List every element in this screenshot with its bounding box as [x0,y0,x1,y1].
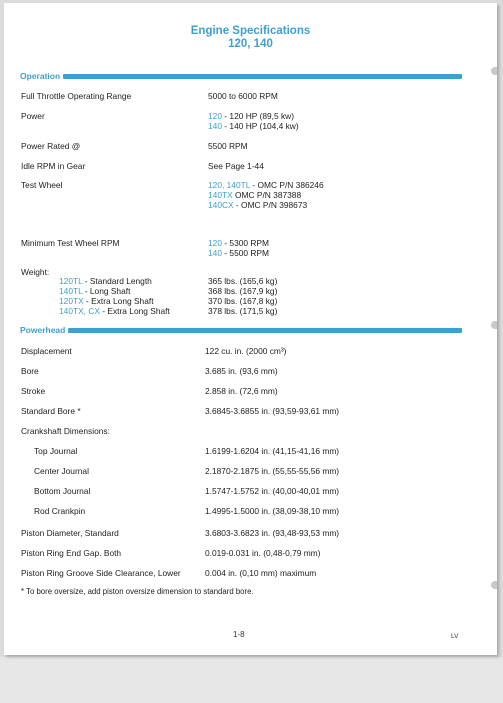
weight-value: 378 lbs. (171,5 kg) [208,306,278,316]
spec-value: 120 - 5300 RPM [208,238,269,248]
spec-label: Weight: [21,267,50,277]
document-page [4,3,497,655]
spec-value: See Page 1-44 [208,161,264,171]
weight-value: 370 lbs. (167,8 kg) [208,296,278,306]
powerhead-section-header [20,325,462,335]
spec-value: 2.1870-2.1875 in. (55,55-55,56 mm) [205,466,340,476]
weight-value: 368 lbs. (167,9 kg) [208,286,278,296]
spec-value: 1.6199-1.6204 in. (41,15-41,16 mm) [205,446,340,456]
spec-value: 140 - 140 HP (104,4 kw) [208,121,299,131]
spec-value: 5500 RPM [208,141,248,151]
spec-label: Crankshaft Dimensions: [21,426,110,436]
spec-label: Displacement [21,346,72,356]
operation-section-header [20,71,462,81]
page-number: 1-8 [233,630,245,639]
spec-label: Stroke [21,386,46,396]
powerhead-section-label: Powerhead [20,325,68,335]
page-code: LV [451,633,459,640]
spec-label: Full Throttle Operating Range [21,91,132,101]
footnote: * To bore oversize, add piston oversize dimension to standard bore. [21,587,254,596]
weight-row: 140TL - Long Shaft [59,286,131,296]
spec-value: 3.6845-3.6855 in. (93,59-93,61 mm) [205,406,340,416]
spec-label: Power [21,111,45,121]
spec-value: 2.858 in. (72,6 mm) [205,386,278,396]
spec-value: 5000 to 6000 RPM [208,91,278,101]
spec-label: Test Wheel [21,180,63,190]
binder-tab-mark [491,581,497,589]
spec-label: Center Journal [34,466,89,476]
section-rule [68,328,462,333]
page-subtitle: 120, 140 [228,38,273,50]
spec-label: Standard Bore * [21,406,81,416]
spec-label: Power Rated @ [21,141,81,151]
spec-label: Piston Diameter, Standard [21,528,119,538]
weight-row: 140TX, CX - Extra Long Shaft [59,306,170,316]
spec-value: 1.4995-1.5000 in. (38,09-38,10 mm) [205,506,340,516]
weight-row: 120TL - Standard Length [59,276,152,286]
operation-section-label: Operation [20,71,63,81]
scan-background-strip [0,657,503,703]
page-title: Engine Specifications [190,25,311,37]
binder-tab-mark [491,67,497,75]
spec-value: 140TX OMC P/N 387388 [208,190,302,200]
spec-value: 3.6803-3.6823 in. (93,48-93,53 mm) [205,528,340,538]
spec-value: 3.685 in. (93,6 mm) [205,366,278,376]
spec-value: 120 - 120 HP (89,5 kw) [208,111,294,121]
spec-value: 122 cu. in. (2000 cm³) [205,346,287,356]
spec-label: Bore [21,366,39,376]
binder-tab-mark [491,321,497,329]
spec-label: Piston Ring End Gap. Both [21,548,122,558]
spec-label: Minimum Test Wheel RPM [21,238,120,248]
spec-label: Idle RPM in Gear [21,161,86,171]
section-rule [63,74,462,79]
spec-label: Rod Crankpin [34,506,86,516]
spec-label: Piston Ring Groove Side Clearance, Lower [21,568,181,578]
spec-value: 120, 140TL - OMC P/N 386246 [208,180,324,190]
weight-value: 365 lbs. (165,6 kg) [208,276,278,286]
spec-value: 0.019-0.031 in. (0,48-0,79 mm) [205,548,321,558]
spec-label: Bottom Journal [34,486,91,496]
spec-value: 1.5747-1.5752 in. (40,00-40,01 mm) [205,486,340,496]
spec-value: 140CX - OMC P/N 398673 [208,200,308,210]
spec-value: 0.004 in. (0,10 mm) maximum [205,568,317,578]
spec-label: Top Journal [34,446,78,456]
weight-row: 120TX - Extra Long Shaft [59,296,154,306]
spec-value: 140 - 5500 RPM [208,248,269,258]
